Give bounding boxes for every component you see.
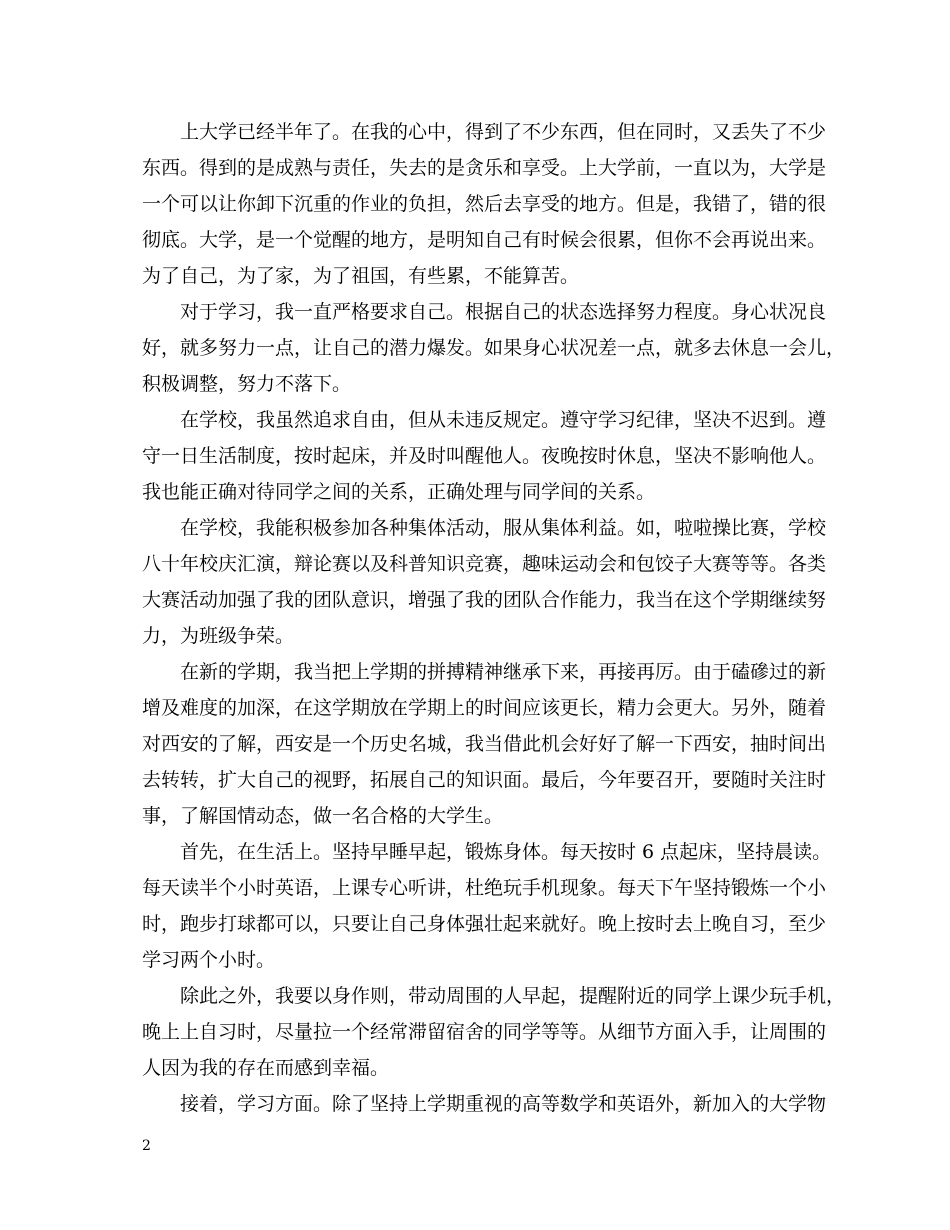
text-line: 晚上上自习时，尽量拉一个经常滞留宿舍的同学等等。从细节方面入手，让周围的: [142, 1021, 827, 1043]
text-line: 积极调整，努力不落下。: [142, 373, 352, 395]
text-line: 在学校，我虽然追求自由，但从未违反规定。遵守学习纪律，坚决不迟到。遵: [180, 409, 827, 431]
text-line: 为了自己，为了家，为了祖国，有些累，不能算苦。: [142, 265, 580, 287]
text-line: 对于学习，我一直严格要求自己。根据自己的状态选择努力程度。身心状况良: [180, 301, 827, 323]
text-line: 时，跑步打球都可以，只要让自己身体强壮起来就好。晚上按时去上晚自习，至少: [142, 913, 827, 935]
text-line: 首先，在生活上。坚持早睡早起，锻炼身体。每天按时 6 点起床，坚持晨读。: [180, 841, 832, 863]
text-line: 增及难度的加深，在这学期放在学期上的时间应该更长，精力会更大。另外，随着: [142, 697, 827, 719]
paragraph: [142, 654, 826, 834]
text-line: 八十年校庆汇演，辩论赛以及科普知识竞赛，趣味运动会和包饺子大赛等等。各类: [142, 553, 827, 575]
text-line: 事，了解国情动态，做一名合格的大学生。: [142, 805, 504, 827]
text-line: 上大学已经半年了。在我的心中，得到了不少东西，但在同时，又丢失了不少: [180, 121, 827, 143]
paragraph: [142, 1086, 826, 1122]
text-line: 对西安的了解，西安是一个历史名城，我当借此机会好好了解一下西安，抽时间出: [142, 733, 827, 755]
text-line: 学习两个小时。: [142, 949, 276, 971]
text-line: 东西。得到的是成熟与责任，失去的是贪乐和享受。上大学前，一直以为，大学是: [142, 157, 827, 179]
paragraph: [142, 978, 846, 1086]
text-line: 每天读半个小时英语，上课专心听讲，杜绝玩手机现象。每天下午坚持锻炼一个小: [142, 877, 827, 899]
paragraph: [142, 834, 832, 978]
text-line: 彻底。大学，是一个觉醒的地方，是明知自己有时候会很累，但你不会再说出来。: [142, 229, 827, 251]
text-line: 力，为班级争荣。: [142, 625, 295, 647]
text-line: 去转转，扩大自己的视野，拓展自己的知识面。最后，今年要召开，要随时关注时: [142, 769, 827, 791]
text-line: 好，就多努力一点，让自己的潜力爆发。如果身心状况差一点，就多去休息一会儿，: [142, 337, 846, 359]
text-line: 在学校，我能积极参加各种集体活动，服从集体利益。如，啦啦操比赛，学校: [180, 517, 827, 539]
text-line: 在新的学期，我当把上学期的拼搏精神继承下来，再接再厉。由于磕磣过的新: [180, 661, 827, 683]
paragraph: [142, 114, 826, 294]
paragraph: [142, 294, 846, 402]
text-line: 守一日生活制度，按时起床，并及时叫醒他人。夜晚按时休息，坚决不影响他人。: [142, 445, 827, 467]
text-line: 大赛活动加强了我的团队意识，增强了我的团队合作能力，我当在这个学期继续努: [142, 589, 827, 611]
text-line: 接着，学习方面。除了坚持上学期重视的高等数学和英语外，新加入的大学物: [180, 1093, 827, 1115]
page-number: 2: [142, 1138, 151, 1154]
paragraph: [142, 402, 826, 510]
paragraph: [142, 510, 826, 654]
text-line: 一个可以让你卸下沉重的作业的负担，然后去享受的地方。但是，我错了，错的很: [142, 193, 827, 215]
text-line: 除此之外，我要以身作则，带动周围的人早起，提醒附近的同学上课少玩手机，: [180, 985, 846, 1007]
document-body: [142, 114, 846, 1122]
text-line: 人因为我的存在而感到幸福。: [142, 1057, 390, 1079]
text-line: 我也能正确对待同学之间的关系，正确处理与同学间的关系。: [142, 481, 656, 503]
